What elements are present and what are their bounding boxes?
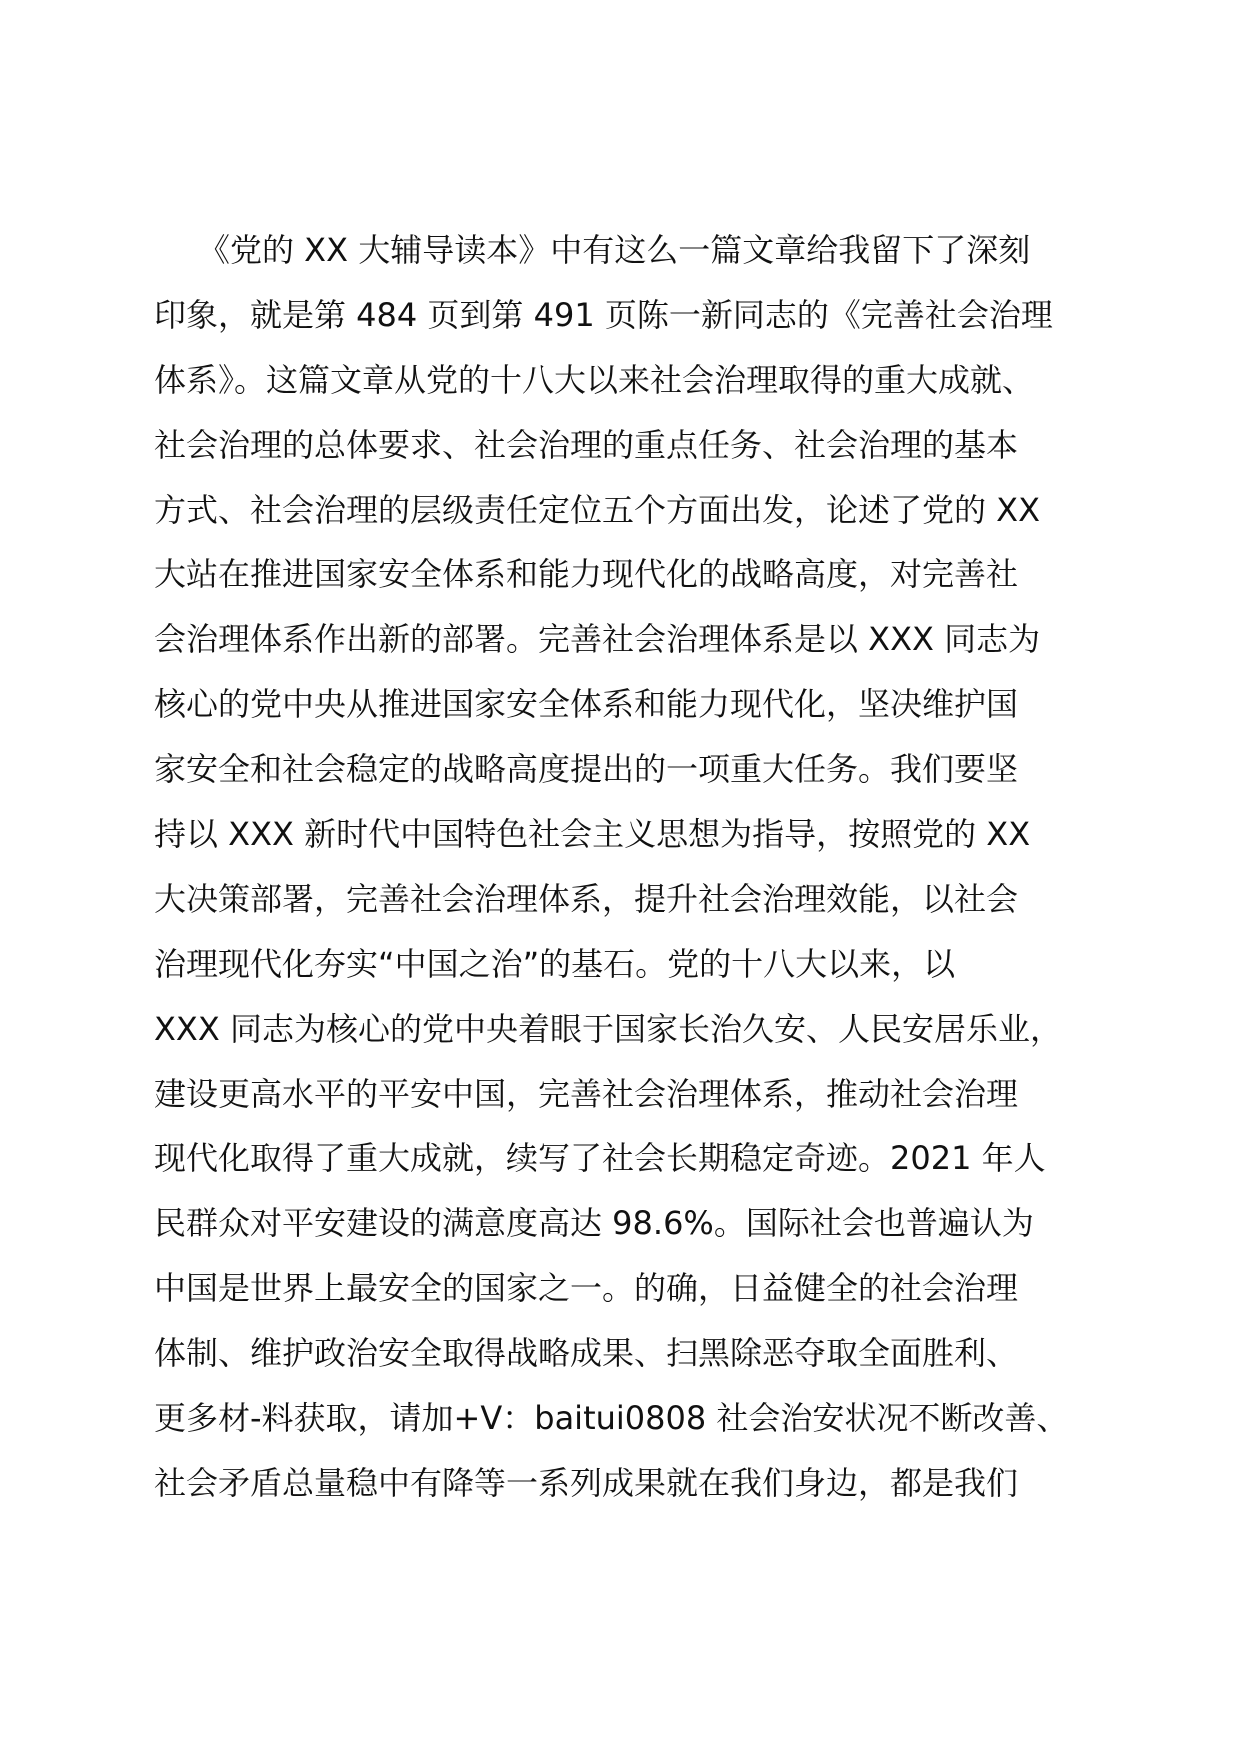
text-line: XXX 同志为核心的党中央着眼于国家长治久安、人民安居乐业， — [154, 1009, 1062, 1048]
text-line: 治理现代化夯实“中国之治”的基石。党的十八大以来，以 — [154, 944, 956, 983]
text-line: 方式、社会治理的层级责任定位五个方面出发，论述了党的 XX — [154, 490, 1041, 529]
text-line: 体制、维护政治安全取得战略成果、扫黑除恶夺取全面胜利、 — [154, 1334, 1019, 1373]
text-line: 会治理体系作出新的部署。完善社会治理体系是以 XXX 同志为 — [154, 620, 1041, 659]
text-line: 《党的 XX 大辅导读本》中有这么一篇文章给我留下了深刻 — [198, 231, 1031, 269]
text-line: 现代化取得了重大成就，续写了社会长期稳定奇迹。2021 年人 — [154, 1139, 1046, 1178]
text-line: 体系》。这篇文章从党的十八大以来社会治理取得的重大成就、 — [154, 360, 1035, 399]
text-line: 建设更高水平的平安中国，完善社会治理体系，推动社会治理 — [154, 1074, 1019, 1113]
text-line: 核心的党中央从推进国家安全体系和能力现代化，坚决维护国 — [154, 685, 1019, 724]
text-line: 印象，就是第 484 页到第 491 页陈一新同志的《完善社会治理 — [154, 295, 1053, 334]
text-line: 家安全和社会稳定的战略高度提出的一项重大任务。我们要坚 — [154, 750, 1019, 789]
text-line: 社会矛盾总量稳中有降等一系列成果就在我们身边，都是我们 — [154, 1463, 1019, 1502]
body-paragraph — [154, 218, 1094, 1516]
text-line: 大决策部署，完善社会治理体系，提升社会治理效能，以社会 — [154, 879, 1019, 918]
text-line: 更多材-料获取，请加+V：baitui0808 社会治安状况不断改善、 — [154, 1399, 1069, 1438]
text-line: 中国是世界上最安全的国家之一。的确，日益健全的社会治理 — [154, 1269, 1019, 1308]
text-line: 持以 XXX 新时代中国特色社会主义思想为指导，按照党的 XX — [154, 815, 1031, 854]
text-line: 大站在推进国家安全体系和能力现代化的战略高度，对完善社 — [154, 555, 1019, 594]
text-line: 民群众对平安建设的满意度高达 98.6%。国际社会也普遍认为 — [154, 1204, 1034, 1243]
text-line: 社会治理的总体要求、社会治理的重点任务、社会治理的基本 — [154, 425, 1019, 464]
